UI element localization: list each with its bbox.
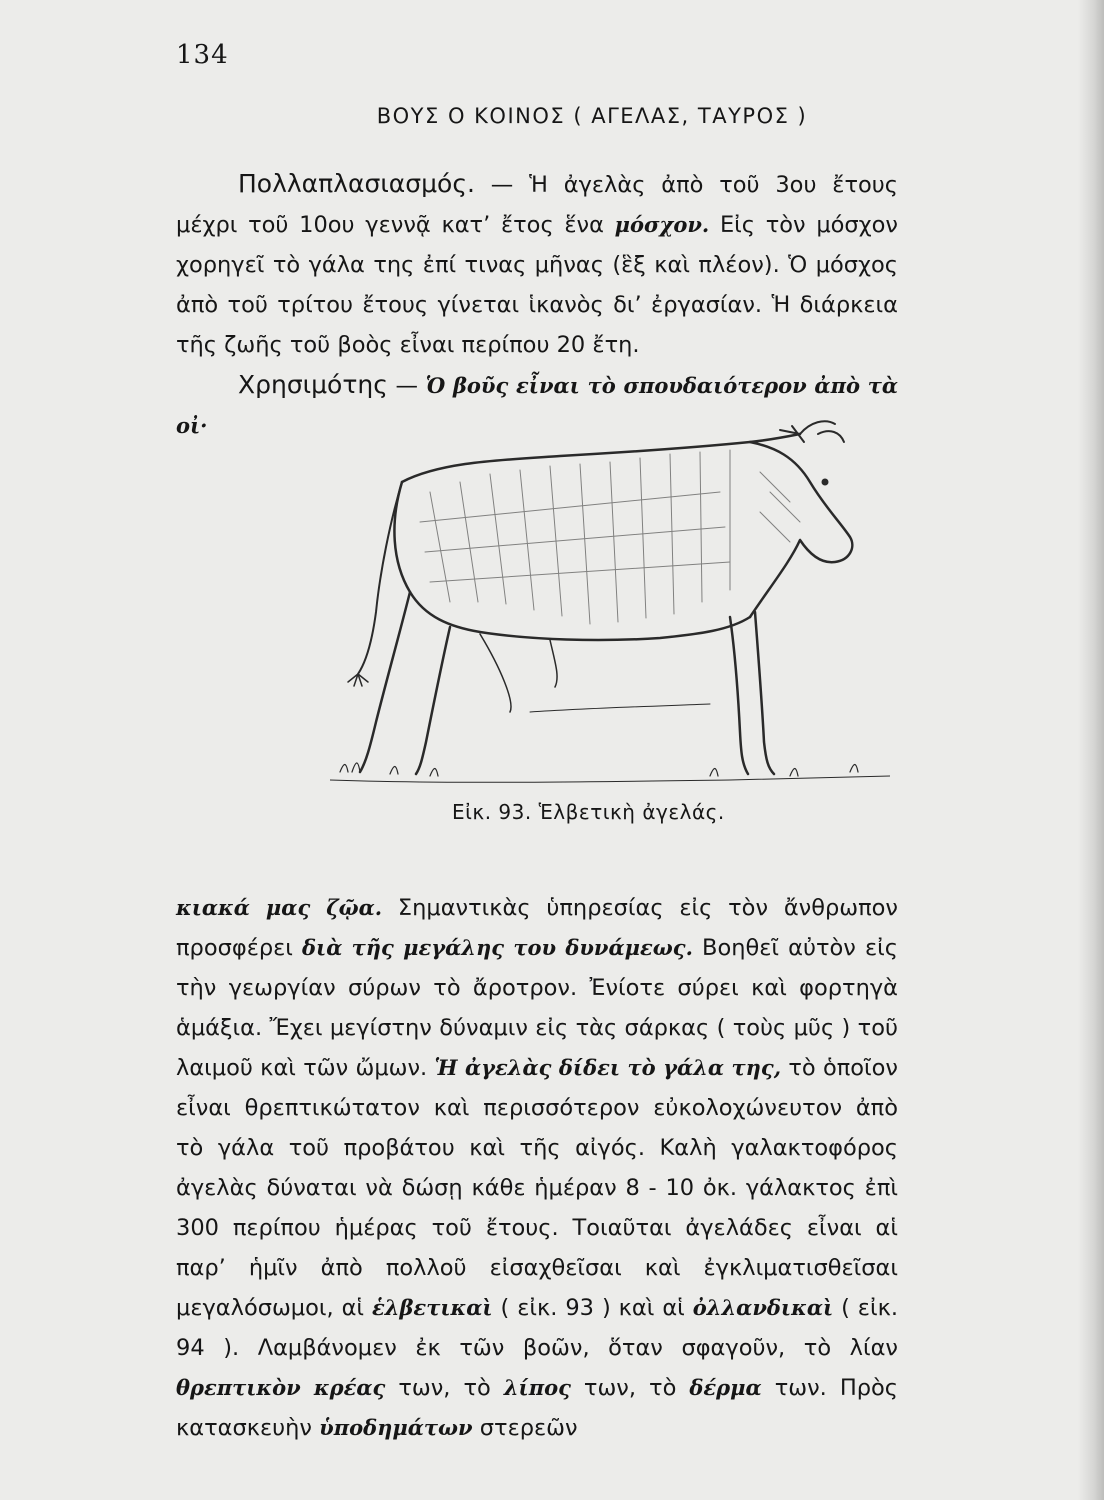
swiss-cow-icon: [330, 412, 890, 792]
figure-swiss-cow: [330, 412, 890, 792]
text-span: ( εἰκ. 94 ). Λαμβάνομεν ἐκ τῶν βοῶν, ὅταν σφαγοῦν, τὸ λίαν: [176, 1295, 898, 1361]
text-span: Εἰς τὸν μόσχον χορηγεῖ τὸ γάλα της ἐπί τινας μῆνας (ἓξ καὶ πλέον). Ὁ μόσχος ἀπὸ τοῦ τρίτου ἔτους γίνεται ἱκανὸς δι’ ἐργασίαν. Ἡ διάρκεια τῆς ζωῆς τοῦ βοὸς εἶναι περίπου 20 ἔτη.: [176, 212, 898, 358]
section-usefulness-continued: [176, 888, 898, 1448]
text-span: στερεῶν: [472, 1415, 578, 1441]
emphasis-span: λίπος: [503, 1375, 571, 1400]
figure-caption: Εἰκ. 93. Ἑλβετικὴ ἀγελάς.: [452, 800, 725, 824]
running-head: ΒΟΥΣ Ο ΚΟΙΝΟΣ ( ΑΓΕΛΑΣ, ΤΑΥΡΟΣ ): [376, 104, 808, 128]
text-span: ( εἰκ. 93 ) καὶ αἱ: [492, 1295, 693, 1321]
emphasis-span: ὀλλανδικαὶ: [692, 1295, 834, 1320]
emphasis-span: ἑλβετικαὶ: [372, 1295, 493, 1320]
emphasis-span: Ἡ ἀγελὰς δίδει τὸ γάλα της,: [434, 1055, 782, 1080]
emphasis-span: μόσχον.: [614, 212, 710, 237]
text-span: τὸ ὁποῖον εἶναι θρεπτικώτατον καὶ περισσότερον εὐκολοχώνευτον ἀπὸ τὸ γάλα τοῦ προβάτου καὶ τῆς αἰγός. Καλὴ γαλακτοφόρος ἀγελὰς δύναται νὰ δώσῃ κάθε ἡμέραν 8 - 10 ὀκ. γάλακτος ἐπὶ 300 περίπου ἡμέρας τοῦ ἔτους. Τοιαῦται ἀγελάδες εἶναι αἱ παρ’ ἡμῖν ἀπὸ πολλοῦ εἰσαχθεῖσαι καὶ ἐγκλιματισθεῖσαι μεγαλόσωμοι, αἱ: [176, 1055, 898, 1321]
text-span: των. Πρὸς κατασκευὴν: [176, 1375, 898, 1441]
page-number: 134: [176, 40, 229, 70]
text-span: — Ἡ ἀγελὰς ἀπὸ τοῦ 3ου ἔτους μέχρι τοῦ 10ου γεννᾷ κατ’ ἔτος ἕνα: [176, 172, 898, 238]
emphasis-span: Ὁ βοῦς εἶναι τὸ σπουδαιότερον ἀπὸ τὰ οἰ·: [176, 373, 898, 438]
paragraph-multiplication: [176, 164, 898, 365]
page-edge-shadow: [1078, 0, 1104, 1500]
emphasis-span: κιακά μας ζῷα.: [176, 895, 383, 920]
heading-usefulness: Χρησιμότης: [238, 370, 388, 399]
section-multiplication: [176, 164, 898, 446]
text-span: Σημαντικὰς ὑπηρεσίας εἰς τὸν ἄνθρωπον προσφέρει: [176, 895, 898, 961]
emphasis-span: θρεπτικὸν κρέας: [176, 1375, 386, 1400]
heading-multiplication: Πολλαπλασιασμός.: [238, 169, 475, 198]
emphasis-span: διὰ τῆς μεγάλης του δυνάμεως.: [302, 935, 693, 960]
emphasis-span: δέρμα: [689, 1375, 762, 1400]
text-span: των, τὸ: [570, 1375, 690, 1401]
text-span: —: [387, 373, 426, 399]
paragraph-usefulness-continued: [176, 888, 898, 1448]
emphasis-span: ὑποδημάτων: [319, 1415, 473, 1440]
text-span: των, τὸ: [385, 1375, 504, 1401]
text-span: Βοηθεῖ αὐτὸν εἰς τὴν γεωργίαν σύρων τὸ ἄροτρον. Ἐνίοτε σύρει καὶ φορτηγὰ ἁμάξια. Ἔχει μεγίστην δύναμιν εἰς τὰς σάρκας ( τοὺς μῦς ) τοῦ λαιμοῦ καὶ τῶν ὤμων.: [176, 935, 898, 1081]
